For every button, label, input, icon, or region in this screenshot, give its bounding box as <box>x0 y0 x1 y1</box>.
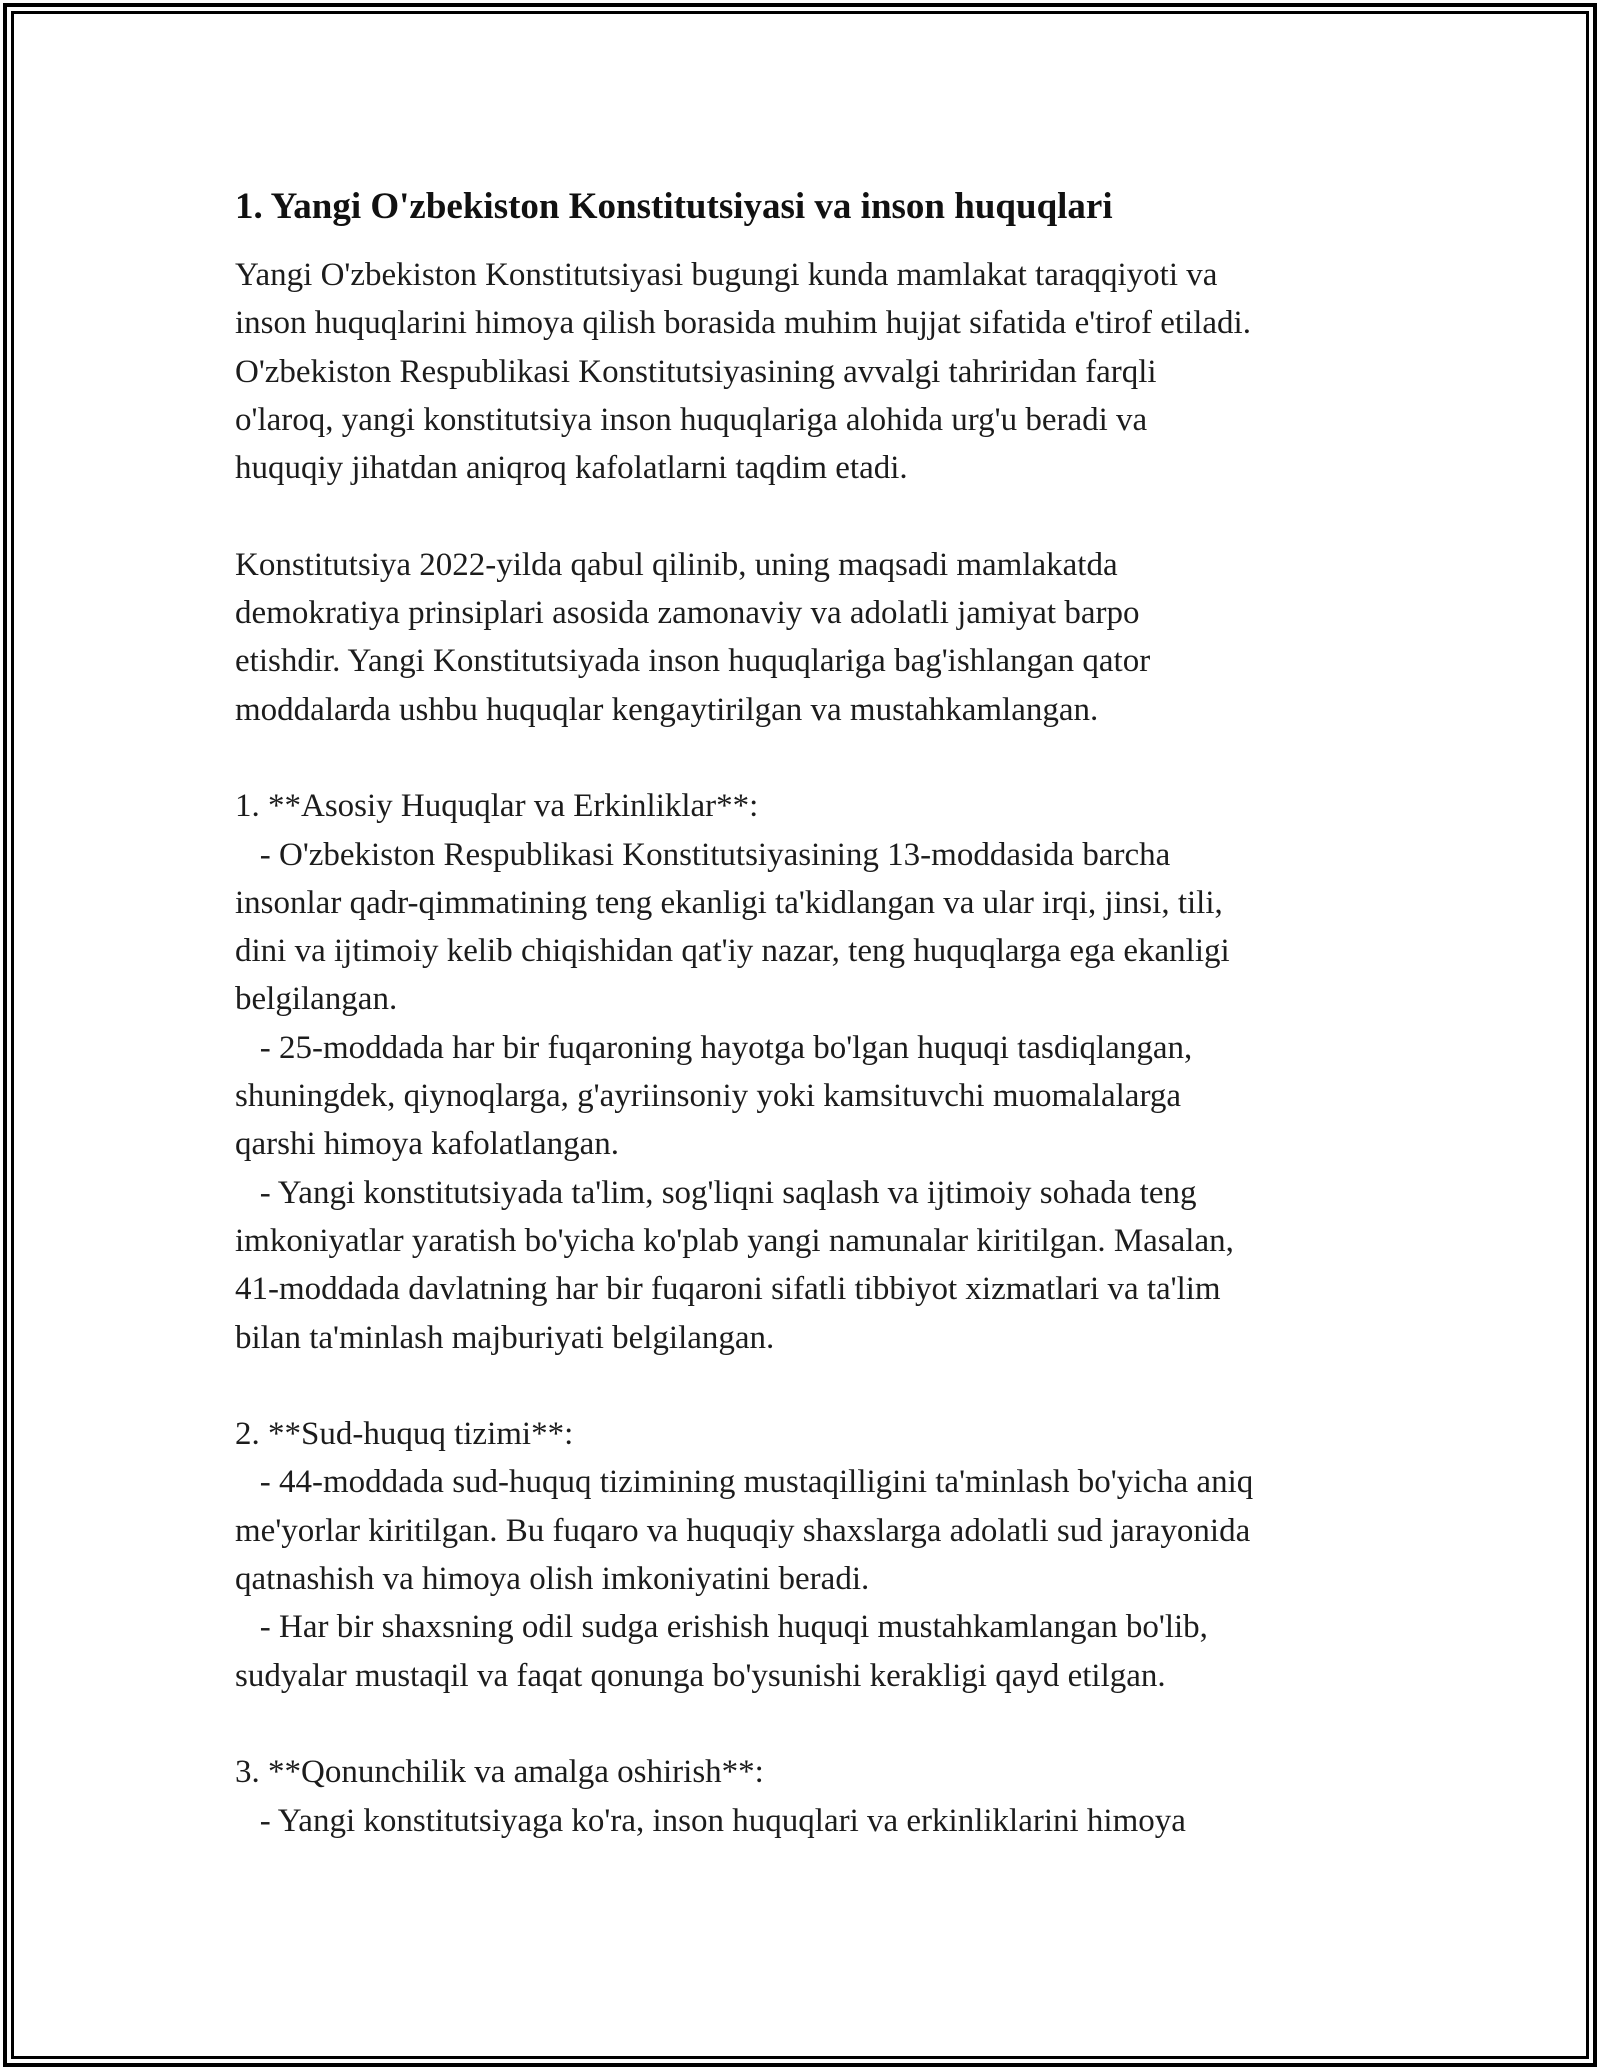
text-line: belgilangan. <box>235 981 398 1018</box>
text-line: shuningdek, qiynoqlarga, g'ayriinsoniy yoki kamsituvchi muomalalarga <box>235 1078 1181 1115</box>
section-heading: 2. **Sud-huquq tizimi**: <box>235 1416 574 1453</box>
text-line: Konstitutsiya 2022-yilda qabul qilinib, uning maqsadi mamlakatda <box>235 546 1118 583</box>
text-line: - Yangi konstitutsiyada ta'lim, sog'liqni saqlash va ijtimoiy sohada teng <box>235 1174 1197 1211</box>
paragraph-intro <box>235 251 1395 492</box>
text-line: - 44-moddada sud-huquq tizimining mustaqilligini ta'minlash bo'yicha aniq <box>235 1464 1254 1501</box>
paragraph-gap <box>235 1362 1395 1410</box>
section-judicial-system <box>235 1410 1395 1700</box>
paragraph-gap <box>235 492 1395 540</box>
text-line: insonlar qadr-qimmatining teng ekanligi ta'kidlangan va ular irqi, jinsi, tili, <box>235 884 1223 921</box>
text-line: inson huquqlarini himoya qilish borasida muhim hujjat sifatida e'tirof etiladi. <box>235 305 1251 342</box>
section-heading: 1. **Asosiy Huquqlar va Erkinliklar**: <box>235 788 759 825</box>
paragraph-gap <box>235 1700 1395 1748</box>
section-basic-rights <box>235 782 1395 1362</box>
document-title: 1. Yangi O'zbekiston Konstitutsiyasi va inson huquqlari <box>235 186 1113 227</box>
section-heading: 3. **Qonunchilik va amalga oshirish**: <box>235 1754 764 1791</box>
text-line: etishdir. Yangi Konstitutsiyada inson huquqlariga bag'ishlangan qator <box>235 643 1151 680</box>
text-line: me'yorlar kiritilgan. Bu fuqaro va huquqiy shaxslarga adolatli sud jarayonida <box>235 1512 1251 1549</box>
paragraph-adoption <box>235 541 1395 734</box>
text-line: imkoniyatlar yaratish bo'yicha ko'plab yangi namunalar kiritilgan. Masalan, <box>235 1222 1234 1259</box>
text-line: sudyalar mustaqil va faqat qonunga bo'ysunishi kerakligi qayd etilgan. <box>235 1657 1166 1694</box>
section-legislation <box>235 1748 1395 1845</box>
text-line: - Yangi konstitutsiyaga ko'ra, inson huquqlari va erkinliklarini himoya <box>235 1802 1186 1839</box>
text-line: demokratiya prinsiplari asosida zamonaviy va adolatli jamiyat barpo <box>235 595 1140 632</box>
text-line: moddalarda ushbu huquqlar kengaytirilgan va mustahkamlangan. <box>235 691 1099 728</box>
document-body <box>235 183 1395 1845</box>
text-line: huquqiy jihatdan aniqroq kafolatlarni taqdim etadi. <box>235 450 908 487</box>
text-line: - O'zbekiston Respublikasi Konstitutsiyasining 13-moddasida barcha <box>235 836 1171 873</box>
text-line: O'zbekiston Respublikasi Konstitutsiyasining avvalgi tahriridan farqli <box>235 353 1157 390</box>
text-line: - 25-moddada har bir fuqaroning hayotga bo'lgan huquqi tasdiqlangan, <box>235 1029 1193 1066</box>
text-line: Yangi O'zbekiston Konstitutsiyasi bugungi kunda mamlakat taraqqiyoti va <box>235 257 1218 293</box>
text-line: dini va ijtimoiy kelib chiqishidan qat'iy nazar, teng huquqlarga ega ekanligi <box>235 933 1230 970</box>
text-line: qatnashish va himoya olish imkoniyatini beradi. <box>235 1561 870 1598</box>
text-line: - Har bir shaxsning odil sudga erishish huquqi mustahkamlangan bo'lib, <box>235 1609 1208 1646</box>
text-line: qarshi himoya kafolatlangan. <box>235 1126 619 1163</box>
text-line: o'laroq, yangi konstitutsiya inson huquqlariga alohida urg'u beradi va <box>235 401 1148 438</box>
text-line: bilan ta'minlash majburiyati belgilangan. <box>235 1319 775 1356</box>
text-line: 41-moddada davlatning har bir fuqaroni sifatli tibbiyot xizmatlari va ta'lim <box>235 1271 1221 1308</box>
paragraph-gap <box>235 734 1395 782</box>
